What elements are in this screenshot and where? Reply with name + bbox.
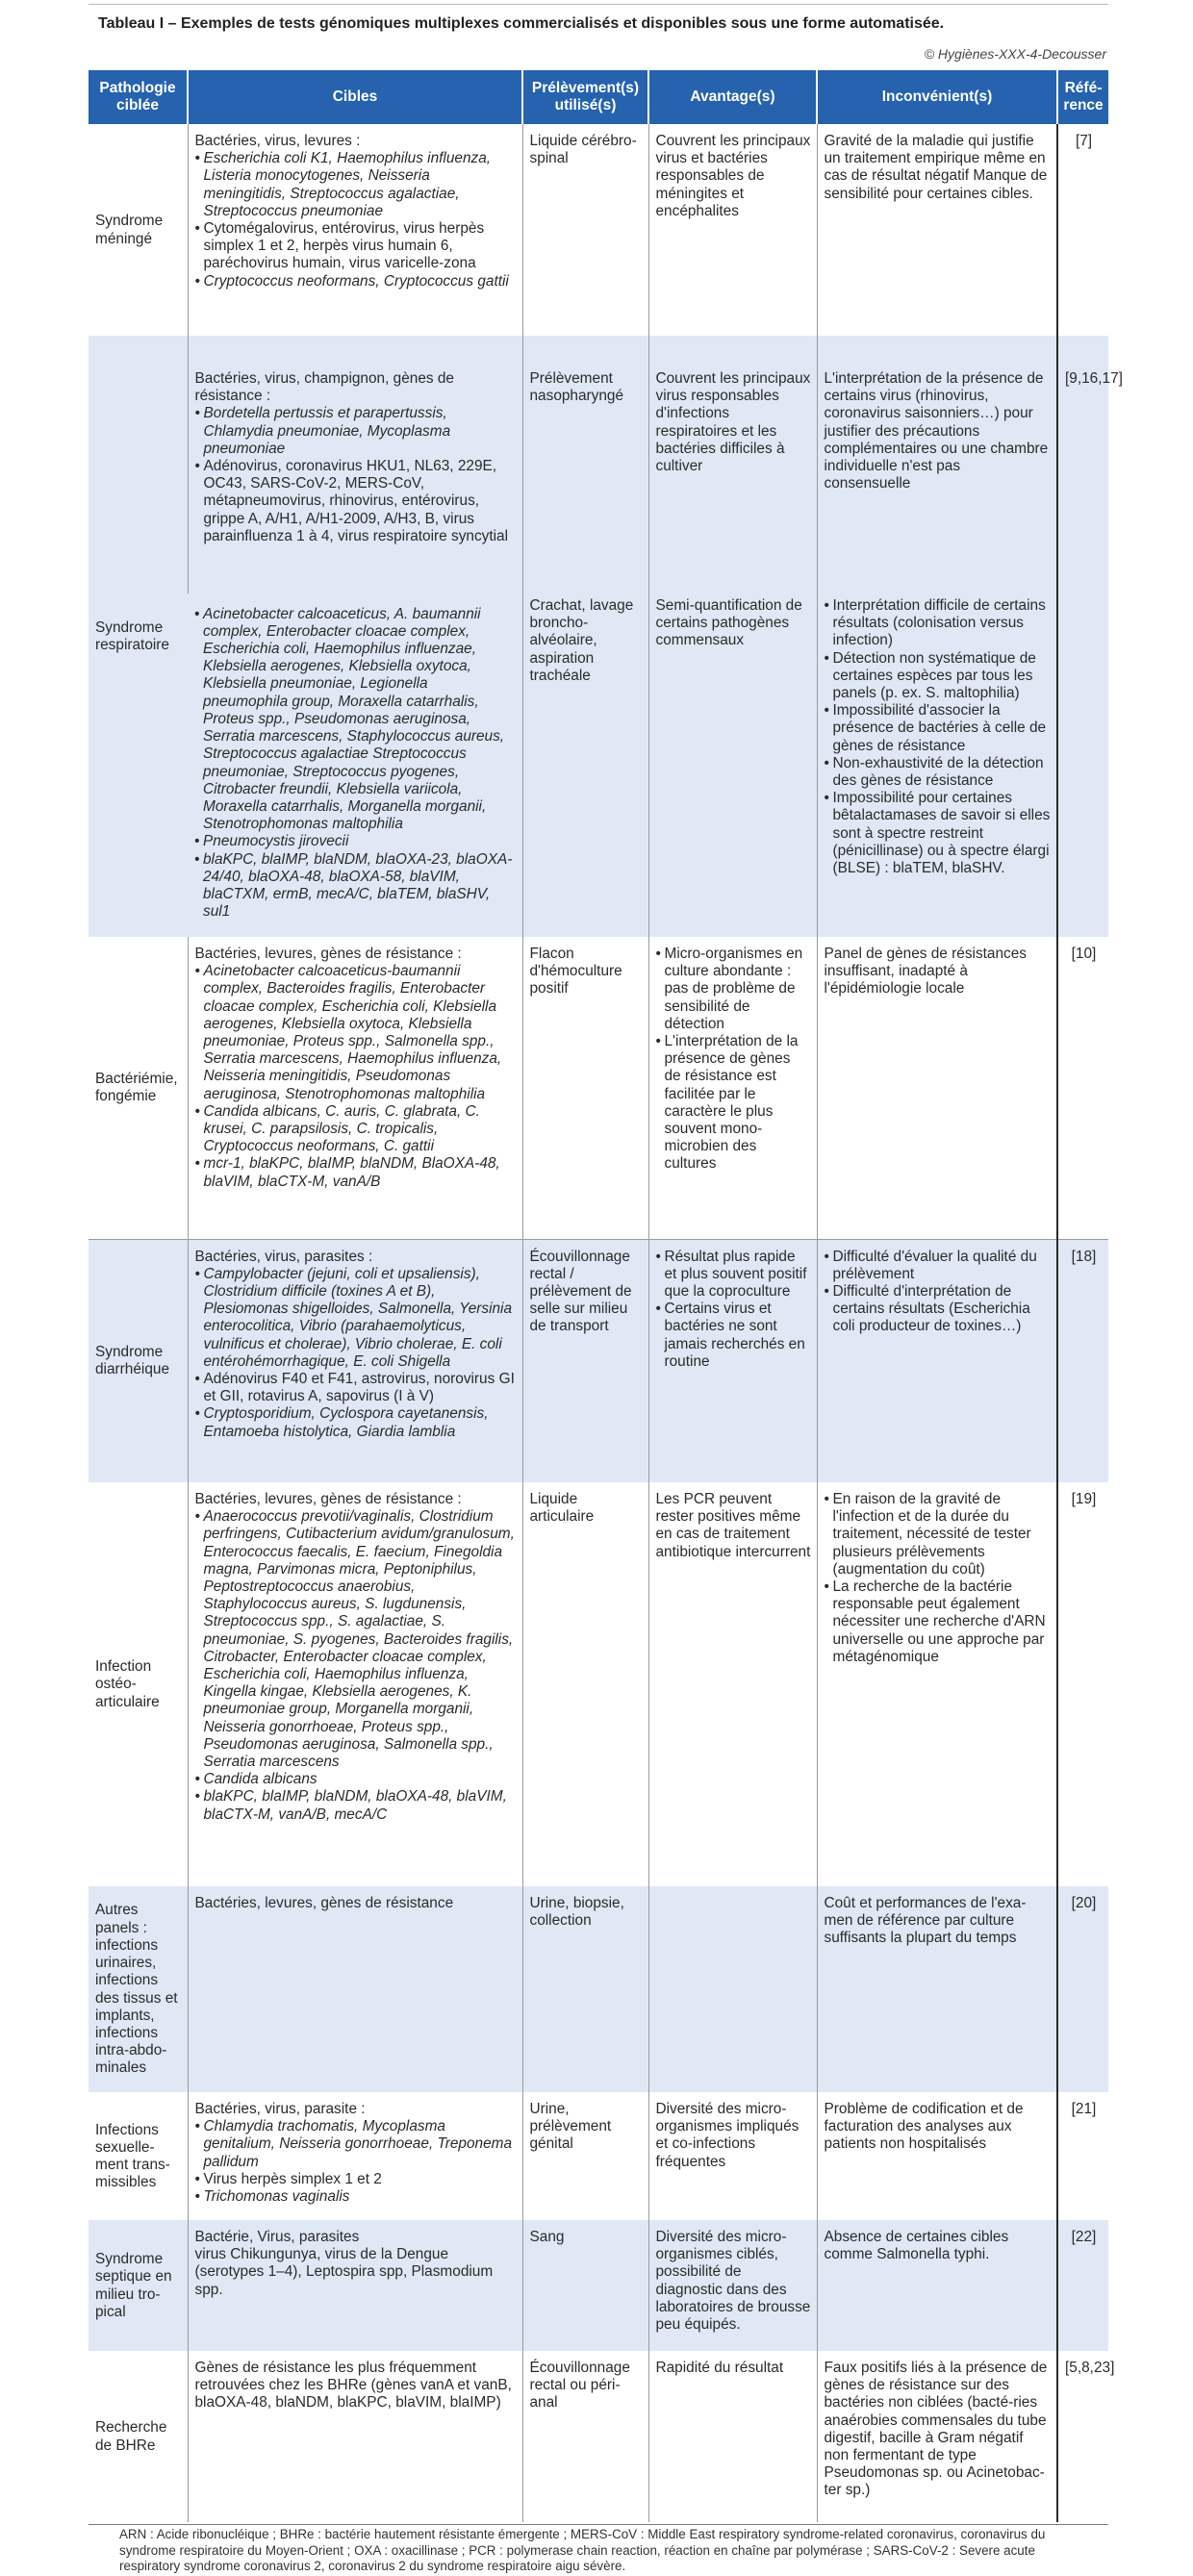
genomic-tests-table <box>89 70 1123 2522</box>
table-caption: Tableau I – Exemples de tests génomiques multiplexes commercialisés et disponibles sous une forme automatisée. <box>98 15 945 32</box>
list-item: • Certains virus et bactéries ne sont jamais recherchés en routine <box>656 1301 811 1371</box>
cell-cibles: Gènes de résistance les plus fréquemment retrouvées chez les BHRe (gènes vanA et vanB, blaOXA-48, blaNDM, blaKPC, blaVIM, blaIMP) <box>188 2351 522 2522</box>
table-row <box>89 1482 1108 1886</box>
cibles-list <box>194 606 517 922</box>
cell-pathologie: Syndrome diarrhéique <box>89 1239 188 1482</box>
cell-cibles <box>188 1482 522 1886</box>
cell-prelevement: Prélèvement nasopharyngé <box>522 336 648 593</box>
cell-reference: [10] <box>1057 937 1108 1239</box>
inconvenients-list <box>825 597 1052 877</box>
cell-inconvenients <box>817 593 1057 937</box>
list-item: • L'interprétation de la présence de gènes de résistance est facilitée par le caractère le plus souvent mono-microbien des cultures <box>656 1033 811 1174</box>
cell-inconvenients: Problème de codification et de facturation des analyses aux patients non hospitalisés <box>817 2092 1057 2220</box>
cell-avantages: Diversité des micro-organismes impliqués et co-infections fréquentes <box>648 2092 817 2220</box>
list-item: • Escherichia coli K1, Haemophilus influenza, Listeria monocytogenes, Neisseria meningitidis, Streptococcus agalactiae, Streptococcus pneumoniae <box>195 150 517 220</box>
cell-reference: [7] <box>1057 124 1108 336</box>
list-item: • Anaerococcus prevotii/vaginalis, Clostridium perfringens, Cutibacterium avidum/granulosum, Enterococcus faecalis, E. faecium, Finegoldia magna, Parvimonas micra, Peptoniphilus, Peptostreptococcus anaerobius, Staphylococcus aureus, S. lugdunensis, Streptococcus spp., S. agalactiae, S. pneumoniae, S. pyogenes, Bacteroides fragilis, Citrobacter, Enterobacter cloacae complex, Escherichia coli, Haemophilus influenza, Kingella kingae, Klebsiella aerogenes, K. pneumoniae group, Morganella morganii, Neisseria gonorrhoeae, Proteus spp., Pseudomonas aeruginosa, Salmonella spp., Serratia marcescens <box>195 1508 517 1771</box>
cell-cibles <box>188 2220 522 2351</box>
cell-inconvenients: Gravité de la maladie qui justifie un traitement empirique même en cas de résultat négatif Manque de sensibilité pour certaines cibles. <box>817 124 1057 336</box>
cibles-list <box>195 405 517 545</box>
cibles-list <box>195 150 517 290</box>
cell-prelevement: Crachat, lavage broncho-alvéolaire, aspiration trachéale <box>522 593 648 937</box>
list-item: • blaKPC, blaIMP, blaNDM, blaOXA-23, blaOXA-24/40, blaOXA-48, blaOXA-58, blaVIM, blaCTXM, ermB, mecA/C, blaTEM, blaSHV, sul1 <box>194 851 517 922</box>
header-avantages: Avantage(s) <box>648 70 817 124</box>
cell-reference: [22] <box>1057 2220 1108 2351</box>
cell-prelevement: Écouvillonnage rectal ou péri-anal <box>522 2351 648 2522</box>
cell-avantages <box>648 1886 817 2092</box>
list-item: • Cryptosporidium, Cyclospora cayetanensis, Entamoeba histolytica, Giardia lamblia <box>195 1405 517 1440</box>
list-item: • En raison de la gravité de l'infection et de la durée du traitement, nécessité de tester plusieurs prélèvements (augmentation du coût) <box>825 1491 1052 1578</box>
list-item: • Acinetobacter calcoaceticus-baumannii complex, Bacteroides fragilis, Enterobacter cloacae complex, Escherichia coli, Klebsiella aerogenes, Klebsiella oxytoca, Klebsiella pneumoniae, Proteus spp., Salmonella spp., Serratia marcescens, Haemophilus influenza, Neisseria meningitidis, Pseudomonas aeruginosa, Stenotrophomonas maltophilia <box>195 963 517 1103</box>
inconvenients-list <box>825 1491 1052 1666</box>
table-row <box>89 336 1108 593</box>
list-item: • Interprétation difficile de certains résultats (colonisation versus infection) <box>825 597 1052 650</box>
cell-reference: [9,16,17] <box>1057 336 1108 937</box>
cell-inconvenients: Panel de gènes de résistances insuffisant, inadapté à l'épidémiologie locale <box>817 937 1057 1239</box>
cibles-list <box>195 1266 517 1441</box>
cell-prelevement: Écouvillonnage rectal / prélèvement de selle sur milieu de transport <box>522 1239 648 1482</box>
list-item: • Résultat plus rapide et plus souvent positif que la coproculture <box>656 1249 811 1301</box>
table-row <box>89 124 1108 336</box>
header-inconvenients: Inconvénient(s) <box>817 70 1057 124</box>
cell-inconvenients <box>817 1482 1057 1886</box>
list-item: • Difficulté d'évaluer la qualité du prélèvement <box>825 1249 1052 1283</box>
cell-cibles <box>188 1239 522 1482</box>
table-row <box>89 1886 1108 2092</box>
list-item: • Impossibilité pour certaines bêtalactamases de savoir si elles sont à spectre restreint (pénicillinase) ou à spectre élargi (BLSE) : blaTEM, blaSHV. <box>825 790 1052 877</box>
avantages-list <box>656 946 811 1174</box>
cell-prelevement: Urine, prélèvement génital <box>522 2092 648 2220</box>
list-item: • blaKPC, blaIMP, blaNDM, blaOXA-48, blaVIM, blaCTX-M, vanA/B, mecA/C <box>195 1788 517 1823</box>
list-item: • Chlamydia trachomatis, Mycoplasma genitalium, Neisseria gonorrhoeae, Treponema pallidum <box>195 2118 517 2171</box>
cell-cibles <box>188 937 522 1239</box>
cell-pathologie: Infections sexuelle-ment trans-missibles <box>89 2092 188 2220</box>
cell-cibles <box>188 593 522 937</box>
top-rule <box>89 4 1108 5</box>
table-row <box>89 2092 1108 2220</box>
inconvenients-list <box>825 1249 1052 1336</box>
cell-avantages: Diversité des micro-organismes ciblés, possibilité de diagnostic dans des laboratoires de brousse peu équipés. <box>648 2220 817 2351</box>
header-prelevement: Prélèvement(s) utilisé(s) <box>522 70 648 124</box>
list-item: • mcr-1, blaKPC, blaIMP, blaNDM, BlaOXA-48, blaVIM, blaCTX-M, vanA/B <box>195 1155 517 1190</box>
document-page <box>89 0 1123 2576</box>
cell-avantages: Couvrent les principaux virus responsables d'infections respiratoires et les bactéries difficiles à cultiver <box>648 336 817 593</box>
list-item: • Détection non systématique de certaines espèces par tous les panels (p. ex. S. maltophilia) <box>825 650 1052 703</box>
cibles-text: virus Chikungunya, virus de la Dengue (serotypes 1–4), Leptospira spp, Plasmodium spp. <box>194 2246 494 2298</box>
list-item: • Adénovirus F40 et F41, astrovirus, norovirus GI et GII, rotavirus A, sapovirus (I à V) <box>195 1371 517 1405</box>
cibles-intro: Bactéries, levures, gènes de résistance : <box>194 1491 462 1507</box>
cell-reference: [21] <box>1057 2092 1108 2220</box>
cibles-list <box>195 963 517 1191</box>
cell-pathologie: Syndrome méningé <box>89 124 188 336</box>
cell-inconvenients: L'interprétation de la présence de certains virus (rhinovirus, coronavirus saisonniers…) pour justifier des précautions complémentaires ou une chambre individuelle n'est pas consensuelle <box>817 336 1057 593</box>
table-row <box>89 2220 1108 2351</box>
list-item: • Adénovirus, coronavirus HKU1, NL63, 229E, OC43, SARS-CoV-2, MERS-CoV, métapneumovirus, rhinovirus, entérovirus, grippe A, A/H1, A/H1-2009, A/H3, B, virus parainfluenza 1 à 4, virus respiratoire syncytial <box>195 458 517 545</box>
cell-reference: [19] <box>1057 1482 1108 1886</box>
cell-cibles <box>188 124 522 336</box>
list-item: • Cryptococcus neoformans, Cryptococcus gattii <box>195 273 517 290</box>
list-item: • Micro-organismes en culture abondante : pas de problème de sensibilité de détection <box>656 946 811 1033</box>
cell-pathologie: Bactériémie, fongémie <box>89 937 188 1239</box>
cibles-intro: Bactérie, Virus, parasites <box>194 2229 360 2245</box>
table-row <box>89 1239 1108 1482</box>
cell-pathologie: Syndrome septique en milieu tro-pical <box>89 2220 188 2351</box>
cell-pathologie: Syndrome respiratoire <box>89 336 188 937</box>
list-item: • Candida albicans, C. auris, C. glabrata, C. krusei, C. parapsilosis, C. tropicalis, Cryptococcus neoformans, C. gattii <box>195 1103 517 1156</box>
cell-cibles <box>188 2092 522 2220</box>
cell-avantages: Rapidité du résultat <box>648 2351 817 2522</box>
cell-inconvenients: Absence de certaines cibles comme Salmonella typhi. <box>817 2220 1057 2351</box>
list-item: • Pneumocystis jirovecii <box>194 833 517 850</box>
cell-prelevement: Liquide articulaire <box>522 1482 648 1886</box>
cell-prelevement: Flacon d'hémoculture positif <box>522 937 648 1239</box>
copyright-credit: © Hygiènes-XXX-4-Decousser <box>924 46 1106 62</box>
list-item: • Virus herpès simplex 1 et 2 <box>195 2171 517 2188</box>
list-item: • La recherche de la bactérie responsable peut également nécessiter une recherche d'ARN universelle ou une approche par métagénomique <box>825 1578 1052 1666</box>
header-row <box>89 70 1108 124</box>
cibles-intro: Bactéries, virus, levures : <box>194 133 361 149</box>
cell-cibles <box>188 336 522 593</box>
cell-pathologie: Infection ostéo-articulaire <box>89 1482 188 1886</box>
header-cibles: Cibles <box>188 70 522 124</box>
list-item: • Cytomégalovirus, entérovirus, virus herpès simplex 1 et 2, herpès virus humain 6, paréchovirus humain, virus varicelle-zona <box>195 220 517 273</box>
cibles-intro: Bactéries, virus, parasite : <box>194 2101 366 2117</box>
cibles-intro: Bactéries, virus, champignon, gènes de résistance : <box>194 370 454 405</box>
table-row <box>89 593 1108 937</box>
list-item: • Difficulté d'interprétation de certains résultats (Escherichia coli producteur de toxines…) <box>825 1283 1052 1336</box>
cell-reference: [5,8,23] <box>1057 2351 1108 2522</box>
cibles-list <box>195 2118 517 2206</box>
cibles-intro: Bactéries, virus, parasites : <box>194 1248 373 1265</box>
cell-inconvenients: Faux positifs liés à la présence de gènes de résistance sur des bactéries non ciblées (bacté-ries anaérobies commensales du tube digestif, bacille à Gram négatif non fermentant de type Pseudomonas sp. ou Acinetobac-ter sp.) <box>817 2351 1057 2522</box>
avantages-list <box>656 1249 811 1371</box>
cell-prelevement: Urine, biopsie, collection <box>522 1886 648 2092</box>
footnote-rule <box>89 2524 1108 2525</box>
header-pathologie: Pathologie ciblée <box>89 70 188 124</box>
cell-inconvenients <box>817 1239 1057 1482</box>
cell-avantages: Semi-quantification de certains pathogènes commensaux <box>648 593 817 937</box>
list-item: • Campylobacter (jejuni, coli et upsaliensis), Clostridium difficile (toxines A et B), Plesiomonas shigelloides, Salmonella, Yersinia enterocolitica, Vibrio (parahaemolyticus, vulnificus et cholerae), Vibrio cholerae, E. coli entérohémorrhagique, E. coli Shigella <box>195 1266 517 1371</box>
cell-avantages: Couvrent les principaux virus et bactéries responsables de méningites et encéphalites <box>648 124 817 336</box>
cell-inconvenients: Coût et performances de l'exa-men de référence par culture suffisants la plupart du temps <box>817 1886 1057 2092</box>
cell-avantages <box>648 937 817 1239</box>
footnote: ARN : Acide ribonucléique ; BHRe : bactérie hautement résistante émergente ; MERS-CoV : Middle East respiratory syndrome-related coronavirus, coronavirus du syndrome respiratoire du Moyen-Orient ; OXA : oxacillinase ; PCR : polymerase chain reaction, réaction en chaîne par polymérase ; SARS-CoV-2 : Severe acute respiratory syndrome coronavirus 2, coronavirus 2 du syndrome respiratoire aigu sévère. <box>119 2527 1046 2573</box>
header-reference: Réfé-rence <box>1057 70 1108 124</box>
cibles-list <box>195 1508 517 1824</box>
list-item: • Non-exhaustivité de la détection des gènes de résistance <box>825 755 1052 790</box>
cell-pathologie: Recherche de BHRe <box>89 2351 188 2522</box>
cell-reference: [20] <box>1057 1886 1108 2092</box>
list-item: • Bordetella pertussis et parapertussis, Chlamydia pneumoniae, Mycoplasma pneumoniae <box>195 405 517 458</box>
cell-pathologie: Autres panels : infections urinaires, infections des tissus et implants, infections intra-abdo-minales <box>89 1886 188 2092</box>
list-item: • Trichomonas vaginalis <box>195 2188 517 2206</box>
list-item: • Acinetobacter calcoaceticus, A. baumannii complex, Enterobacter cloacae complex, Escherichia coli, Haemophilus influenzae, Klebsiella aerogenes, Klebsiella oxytoca, Klebsiella pneumoniae, Legionella pneumophila group, Moraxella catarrhalis, Proteus spp., Pseudomonas aeruginosa, Serratia marcescens, Staphylococcus aureus, Streptococcus agalactiae Streptococcus pneumoniae, Streptococcus pyogenes, Citrobacter freundii, Klebsiella variicola, Moraxella catarrhalis, Morganella morganii, Stenotrophomonas maltophilia <box>194 606 517 834</box>
table-row <box>89 937 1108 1239</box>
table-row <box>89 2351 1108 2522</box>
cibles-intro: Bactéries, levures, gènes de résistance : <box>194 946 462 962</box>
cell-reference: [18] <box>1057 1239 1108 1482</box>
cell-prelevement: Sang <box>522 2220 648 2351</box>
cell-avantages: Les PCR peuvent rester positives même en cas de traitement antibiotique intercurrent <box>648 1482 817 1886</box>
cell-cibles: Bactéries, levures, gènes de résistance <box>188 1886 522 2092</box>
cell-prelevement: Liquide cérébro-spinal <box>522 124 648 336</box>
list-item: • Impossibilité d'associer la présence de bactéries à celle de gènes de résistance <box>825 702 1052 755</box>
cell-avantages <box>648 1239 817 1482</box>
list-item: • Candida albicans <box>195 1771 517 1788</box>
